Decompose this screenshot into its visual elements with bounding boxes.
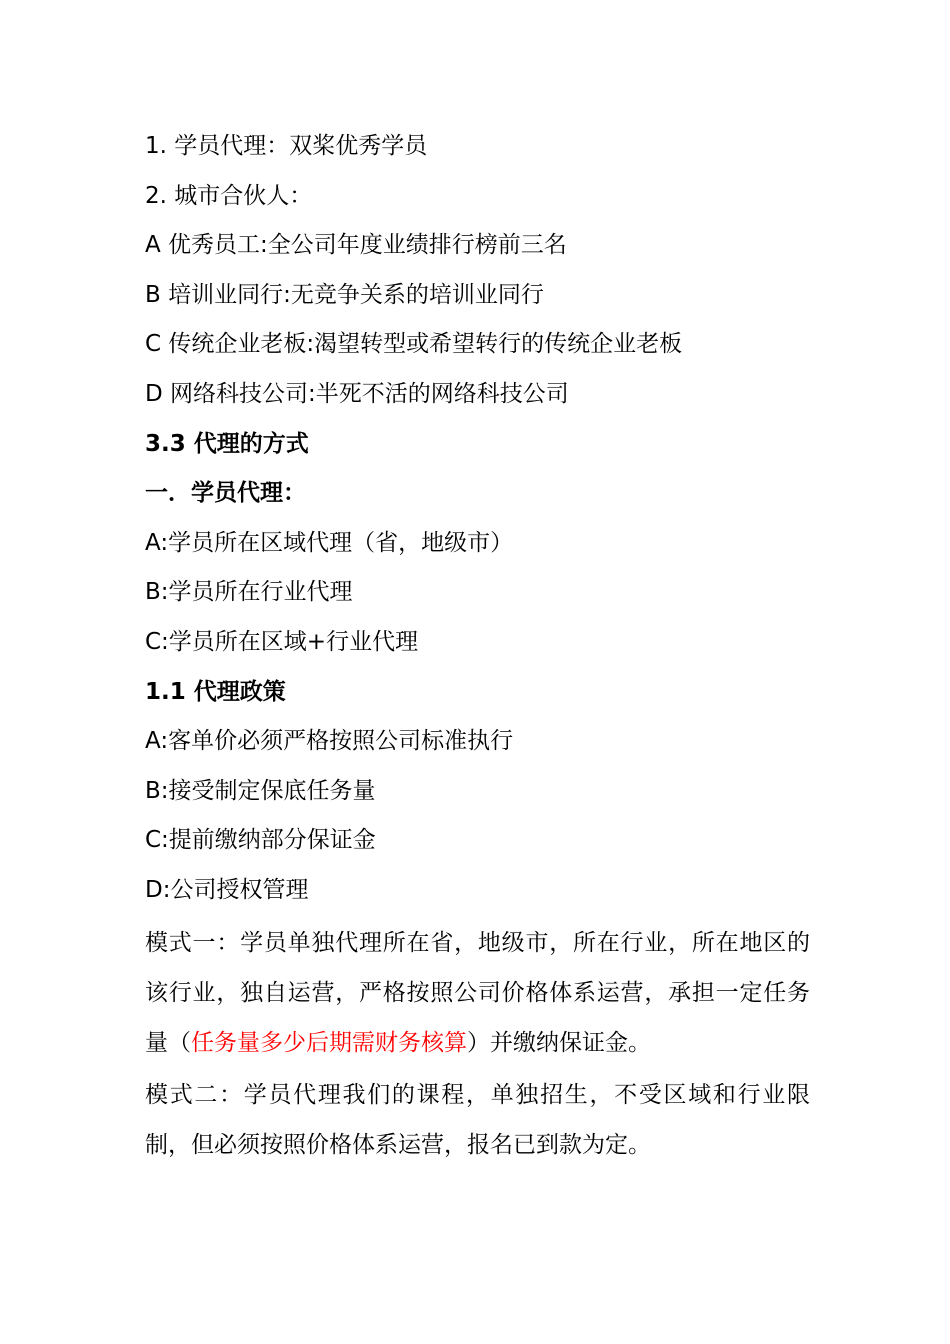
mode-one-text-start: 模式一：学员单独代理所在省，地级市，所在行业，所在地区的该行业，独自运营，严格按照公司价格体系运营，承担一定任务量（: [145, 929, 810, 1056]
agent-item-industry: B:学员所在行业代理: [145, 579, 353, 606]
document-page: [145, 122, 810, 1170]
list-item-student-agent: 1. 学员代理：双桨优秀学员: [145, 133, 428, 159]
list-item-excellent-staff: A 优秀员工:全公司年度业绩排行榜前三名: [145, 232, 567, 259]
policy-item-authorization: D:公司授权管理: [145, 876, 309, 903]
list-item-city-partner: 2. 城市合伙人：: [145, 182, 313, 209]
list-item-traditional-boss: C 传统企业老板:渴望转型或希望转行的传统企业老板: [145, 331, 683, 358]
section-heading-agent-method: 3.3 代理的方式: [145, 430, 309, 457]
agent-item-region: A:学员所在区域代理（省，地级市）: [145, 529, 514, 556]
policy-item-quota: B:接受制定保底任务量: [145, 777, 376, 804]
mode-one-paragraph: [145, 918, 810, 1068]
policy-item-deposit: C:提前缴纳部分保证金: [145, 827, 376, 854]
section-heading-student-agent: 一．学员代理：: [145, 480, 306, 507]
mode-one-highlight: 任务量多少后期需财务核算: [191, 1029, 467, 1056]
section-heading-agent-policy: 1.1 代理政策: [145, 678, 286, 705]
mode-one-text-end: ）并缴纳保证金。: [467, 1029, 651, 1056]
agent-item-region-industry: C:学员所在区域+行业代理: [145, 628, 419, 655]
policy-item-price: A:客单价必须严格按照公司标准执行: [145, 728, 514, 755]
list-item-tech-company: D 网络科技公司:半死不活的网络科技公司: [145, 380, 569, 407]
list-item-training-peer: B 培训业同行:无竞争关系的培训业同行: [145, 281, 544, 308]
mode-two-paragraph: 模式二：学员代理我们的课程，单独招生，不受区域和行业限制，但必须按照价格体系运营，报名已到款为定。: [145, 1081, 810, 1158]
